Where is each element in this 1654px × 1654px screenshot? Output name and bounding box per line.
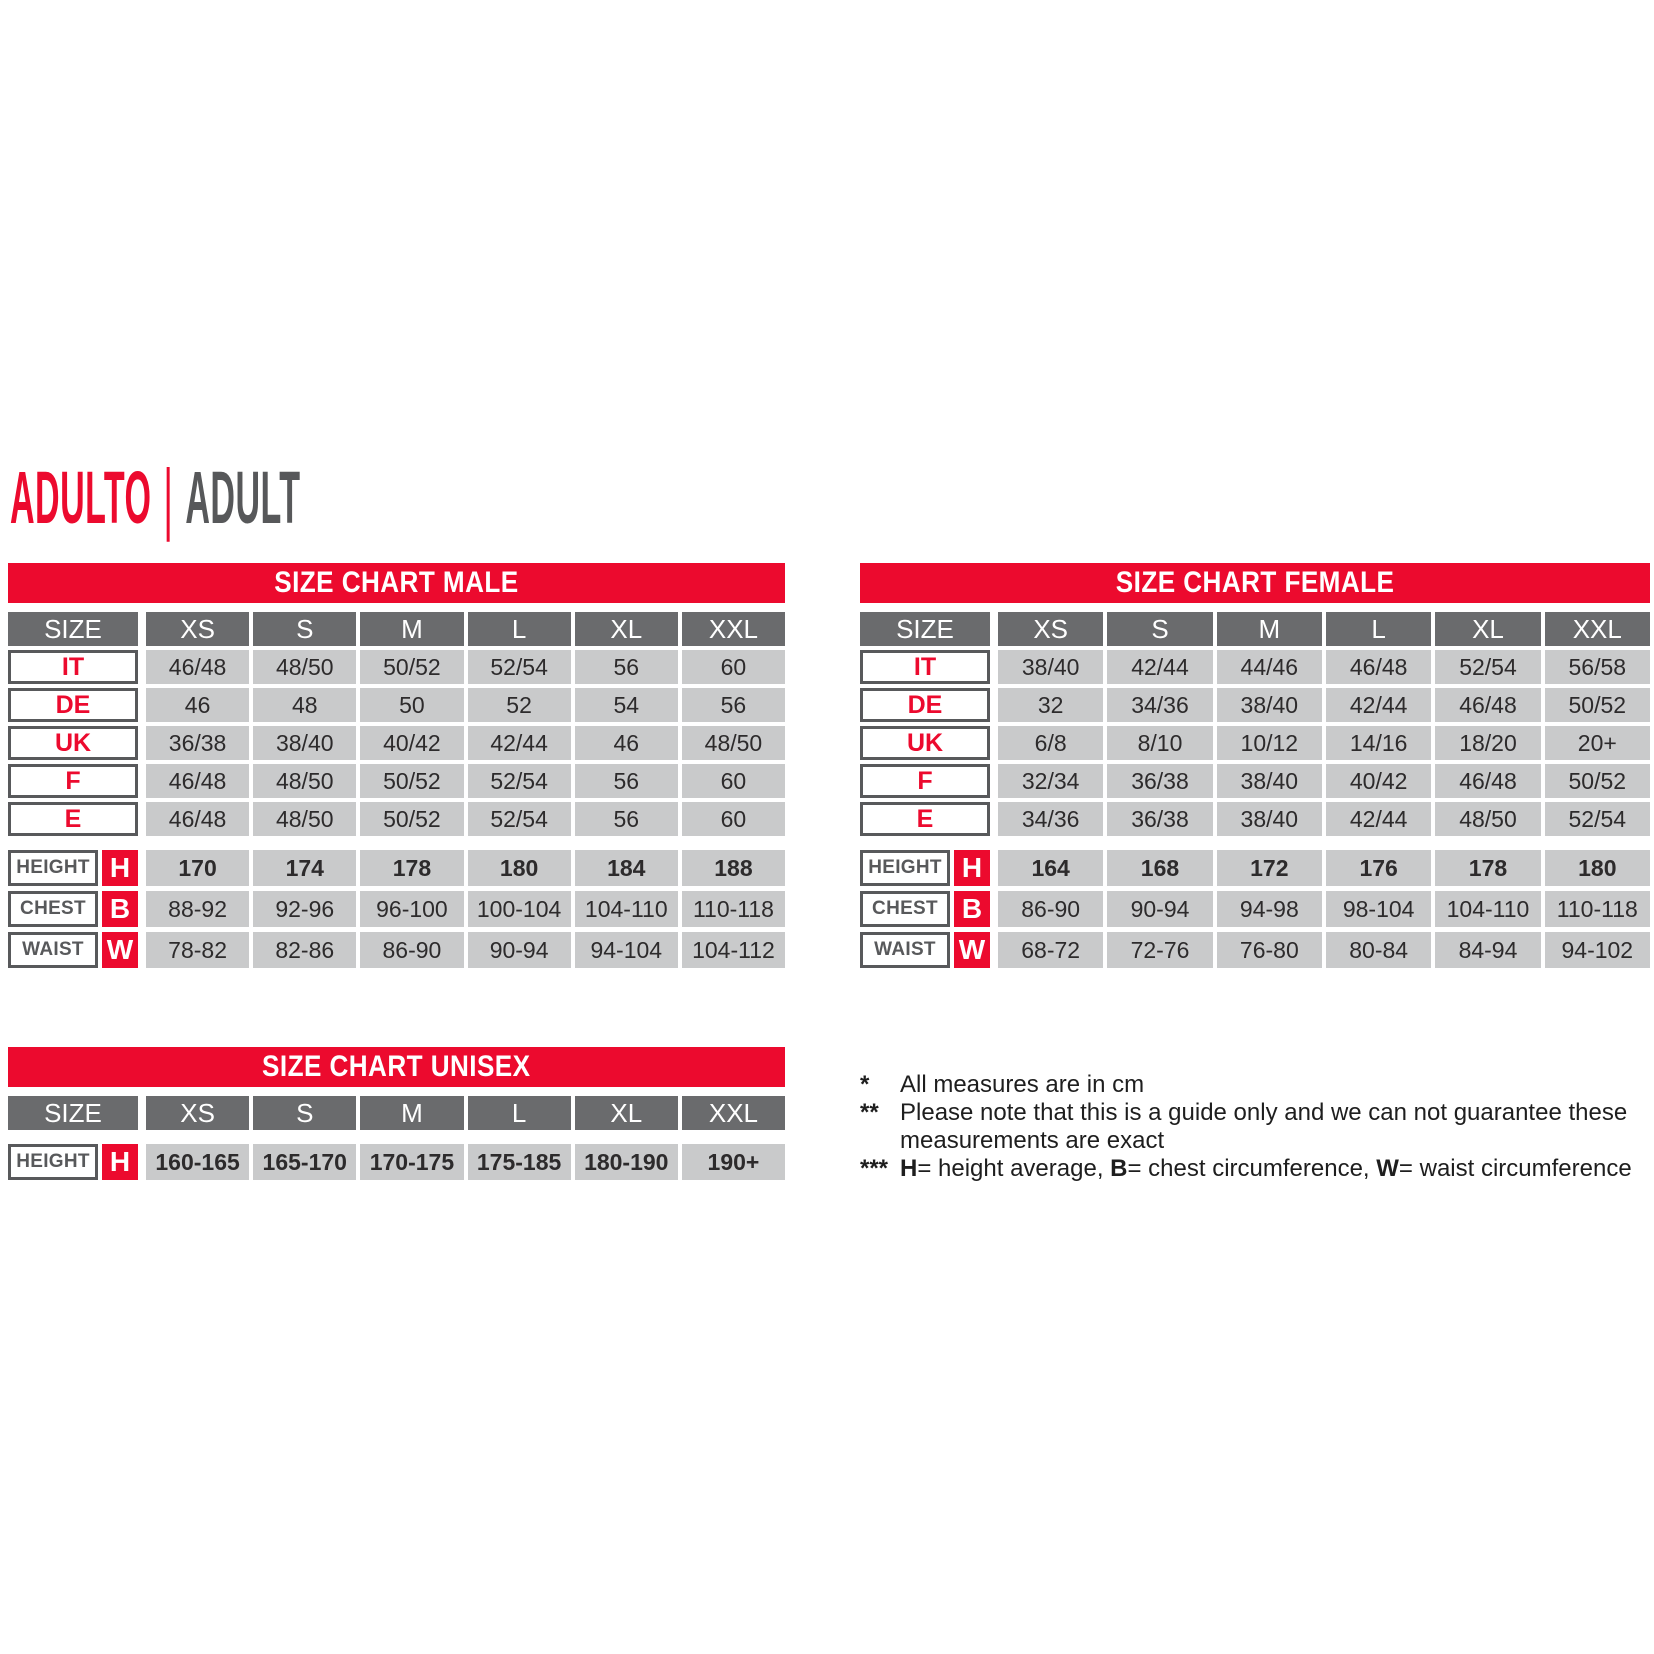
measurement-value-cell: 180	[1545, 850, 1650, 886]
size-value-cell: 50/52	[360, 650, 463, 684]
row-label-it: IT	[860, 650, 990, 684]
size-value-cell: 38/40	[1217, 764, 1322, 798]
row-label-it: IT	[8, 650, 138, 684]
measurement-value-cell: 68-72	[998, 932, 1103, 968]
size-value-cell: 56	[575, 764, 678, 798]
measurement-value-cell: 82-86	[253, 932, 356, 968]
size-value-cell: 32	[998, 688, 1103, 722]
size-value-cell: 46/48	[146, 764, 249, 798]
size-value-cell: 50/52	[1545, 764, 1650, 798]
size-value-cell: 18/20	[1435, 726, 1540, 760]
size-value-cell: 40/42	[1326, 764, 1431, 798]
table-row-e	[8, 802, 785, 836]
size-value-cell: 36/38	[1107, 764, 1212, 798]
measurement-row-height	[860, 850, 1650, 886]
legend-text-waist: = waist circumference	[1398, 1155, 1632, 1182]
row-label-de: DE	[860, 688, 990, 722]
footnote-guide-only	[860, 1099, 1650, 1155]
lower-content-row	[8, 1047, 1650, 1183]
size-value-cell: 56/58	[1545, 650, 1650, 684]
size-value-cell: 8/10	[1107, 726, 1212, 760]
measurement-row-waist	[860, 932, 1650, 968]
size-value-cell: 42/44	[1326, 688, 1431, 722]
table-row-de	[860, 688, 1650, 722]
size-value-cell: 48/50	[253, 764, 356, 798]
measurement-value-cell: 175-185	[468, 1144, 571, 1180]
column-header-xs: XS	[146, 1096, 249, 1130]
measurement-label-height	[860, 850, 990, 886]
size-value-cell: 46/48	[146, 650, 249, 684]
size-value-cell: 42/44	[468, 726, 571, 760]
size-value-cell: 50/52	[1545, 688, 1650, 722]
column-header-m: M	[1217, 612, 1322, 646]
measurement-name: HEIGHT	[8, 1144, 98, 1180]
footnote-text	[900, 1155, 1632, 1183]
size-header-cell: SIZE	[860, 612, 990, 646]
measurement-row-chest	[8, 891, 785, 927]
size-value-cell: 56	[682, 688, 785, 722]
measurement-value-cell: 92-96	[253, 891, 356, 927]
measurement-label-height	[8, 850, 138, 886]
size-header-cell: SIZE	[8, 612, 138, 646]
legend-letter-h: H	[900, 1155, 918, 1182]
measurement-name: HEIGHT	[860, 850, 950, 886]
measurement-letter-badge: H	[102, 850, 138, 886]
size-value-cell: 48/50	[1435, 802, 1540, 836]
size-value-cell: 52/54	[468, 764, 571, 798]
size-value-cell: 38/40	[1217, 688, 1322, 722]
measurement-value-cell: 110-118	[682, 891, 785, 927]
size-value-cell: 52/54	[468, 650, 571, 684]
footnote-marker: **	[860, 1099, 879, 1126]
column-header-l: L	[1326, 612, 1431, 646]
measurement-value-cell: 164	[998, 850, 1103, 886]
measurement-label-chest	[860, 891, 990, 927]
measurement-name: CHEST	[860, 891, 950, 927]
measurement-value-cell: 76-80	[1217, 932, 1322, 968]
measurement-value-cell: 78-82	[146, 932, 249, 968]
table-row-f	[860, 764, 1650, 798]
measurement-value-cell: 94-104	[575, 932, 678, 968]
size-value-cell: 52/54	[1435, 650, 1540, 684]
row-label-f: F	[8, 764, 138, 798]
measurement-value-cell: 170-175	[360, 1144, 463, 1180]
column-header-xxl: XXL	[682, 1096, 785, 1130]
size-value-cell: 54	[575, 688, 678, 722]
measurement-letter-badge: H	[102, 1144, 138, 1180]
size-value-cell: 60	[682, 764, 785, 798]
size-value-cell: 60	[682, 802, 785, 836]
table-banner	[8, 1047, 785, 1087]
size-value-cell: 38/40	[1217, 802, 1322, 836]
size-value-cell: 46	[575, 726, 678, 760]
size-value-cell: 46/48	[1435, 688, 1540, 722]
size-value-cell: 50/52	[360, 764, 463, 798]
column-header-m: M	[360, 1096, 463, 1130]
measurement-value-cell: 96-100	[360, 891, 463, 927]
measurement-value-cell: 165-170	[253, 1144, 356, 1180]
size-value-cell: 36/38	[146, 726, 249, 760]
table-banner	[8, 563, 785, 603]
measurement-letter-badge: W	[102, 932, 138, 968]
column-header-s: S	[253, 612, 356, 646]
measurement-value-cell: 176	[1326, 850, 1431, 886]
size-value-cell: 36/38	[1107, 802, 1212, 836]
row-label-de: DE	[8, 688, 138, 722]
measurement-value-cell: 80-84	[1326, 932, 1431, 968]
measurement-value-cell: 90-94	[1107, 891, 1212, 927]
size-value-cell: 44/46	[1217, 650, 1322, 684]
table-title: SIZE CHART MALE	[274, 566, 519, 599]
measurement-name: WAIST	[860, 932, 950, 968]
measurement-value-cell: 188	[682, 850, 785, 886]
title-separator: |	[163, 453, 174, 542]
size-value-cell: 52/54	[468, 802, 571, 836]
measurement-value-cell: 178	[360, 850, 463, 886]
legend-text-height: = height average,	[917, 1155, 1111, 1182]
column-header-s: S	[253, 1096, 356, 1130]
measurement-name: HEIGHT	[8, 850, 98, 886]
measurement-letter-badge: B	[954, 891, 990, 927]
title-secondary: ADULT	[185, 456, 301, 539]
footnote-measures-in-cm	[860, 1071, 1650, 1099]
legend-text-chest: = chest circumference,	[1127, 1155, 1377, 1182]
measurement-letter-badge: W	[954, 932, 990, 968]
table-header-row	[8, 1096, 785, 1130]
table-header-row	[860, 612, 1650, 646]
footnotes	[860, 1071, 1650, 1183]
size-value-cell: 60	[682, 650, 785, 684]
measurement-value-cell: 94-98	[1217, 891, 1322, 927]
size-value-cell: 52	[468, 688, 571, 722]
size-value-cell: 48	[253, 688, 356, 722]
measurement-label-waist	[8, 932, 138, 968]
measurement-row-waist	[8, 932, 785, 968]
table-banner	[860, 563, 1650, 603]
table-row-de	[8, 688, 785, 722]
size-value-cell: 38/40	[998, 650, 1103, 684]
row-label-uk: UK	[8, 726, 138, 760]
page-title	[10, 453, 641, 542]
legend-letter-w: W	[1376, 1155, 1399, 1182]
size-value-cell: 48/50	[253, 650, 356, 684]
size-value-cell: 50	[360, 688, 463, 722]
measurement-name: WAIST	[8, 932, 98, 968]
size-chart-unisex-table	[8, 1047, 785, 1180]
measurement-value-cell: 86-90	[998, 891, 1103, 927]
measurement-row-height	[8, 850, 785, 886]
table-title: SIZE CHART UNISEX	[262, 1050, 531, 1083]
measurement-value-cell: 86-90	[360, 932, 463, 968]
measurement-value-cell: 180-190	[575, 1144, 678, 1180]
measurement-value-cell: 180	[468, 850, 571, 886]
column-header-l: L	[468, 612, 571, 646]
column-header-m: M	[360, 612, 463, 646]
size-value-cell: 32/34	[998, 764, 1103, 798]
measurement-value-cell: 104-110	[1435, 891, 1540, 927]
size-value-cell: 40/42	[360, 726, 463, 760]
footnote-text: Please note that this is a guide only and we can not guarantee these measurements are exact	[900, 1099, 1628, 1154]
measurement-value-cell: 88-92	[146, 891, 249, 927]
measurement-value-cell: 160-165	[146, 1144, 249, 1180]
table-row-uk	[860, 726, 1650, 760]
column-header-xxl: XXL	[682, 612, 785, 646]
footnote-marker: ***	[860, 1155, 889, 1182]
size-value-cell: 46/48	[1326, 650, 1431, 684]
size-value-cell: 56	[575, 802, 678, 836]
table-row-it	[8, 650, 785, 684]
measurement-value-cell: 72-76	[1107, 932, 1212, 968]
measurement-value-cell: 174	[253, 850, 356, 886]
measurement-name: CHEST	[8, 891, 98, 927]
size-header-cell: SIZE	[8, 1096, 138, 1130]
footnote-marker: *	[860, 1071, 870, 1098]
row-label-e: E	[860, 802, 990, 836]
measurement-value-cell: 84-94	[1435, 932, 1540, 968]
title-primary: ADULTO	[10, 456, 152, 539]
measurement-value-cell: 178	[1435, 850, 1540, 886]
legend-letter-b: B	[1110, 1155, 1128, 1182]
table-row-it	[860, 650, 1650, 684]
measurement-value-cell: 184	[575, 850, 678, 886]
measurement-value-cell: 190+	[682, 1144, 785, 1180]
row-label-f: F	[860, 764, 990, 798]
measurement-label-height	[8, 1144, 138, 1180]
size-value-cell: 48/50	[682, 726, 785, 760]
measurement-row-chest	[860, 891, 1650, 927]
size-value-cell: 38/40	[253, 726, 356, 760]
measurement-value-cell: 98-104	[1326, 891, 1431, 927]
row-label-uk: UK	[860, 726, 990, 760]
footnote-text: All measures are in cm	[900, 1071, 1145, 1098]
size-chart-female-table	[860, 563, 1650, 968]
column-header-xl: XL	[1435, 612, 1540, 646]
column-header-xl: XL	[575, 612, 678, 646]
measurement-label-waist	[860, 932, 990, 968]
column-header-s: S	[1107, 612, 1212, 646]
size-value-cell: 56	[575, 650, 678, 684]
size-value-cell: 34/36	[1107, 688, 1212, 722]
measurement-value-cell: 170	[146, 850, 249, 886]
measurement-value-cell: 104-110	[575, 891, 678, 927]
column-header-xl: XL	[575, 1096, 678, 1130]
measurement-row-height	[8, 1144, 785, 1180]
column-header-l: L	[468, 1096, 571, 1130]
size-value-cell: 20+	[1545, 726, 1650, 760]
size-value-cell: 46/48	[146, 802, 249, 836]
measurement-value-cell: 172	[1217, 850, 1322, 886]
measurement-value-cell: 90-94	[468, 932, 571, 968]
size-value-cell: 46/48	[1435, 764, 1540, 798]
measurement-value-cell: 168	[1107, 850, 1212, 886]
size-value-cell: 34/36	[998, 802, 1103, 836]
table-row-e	[860, 802, 1650, 836]
size-value-cell: 14/16	[1326, 726, 1431, 760]
column-header-xxl: XXL	[1545, 612, 1650, 646]
size-value-cell: 10/12	[1217, 726, 1322, 760]
size-value-cell: 42/44	[1107, 650, 1212, 684]
size-value-cell: 52/54	[1545, 802, 1650, 836]
table-title: SIZE CHART FEMALE	[1115, 566, 1395, 599]
row-label-e: E	[8, 802, 138, 836]
measurement-value-cell: 100-104	[468, 891, 571, 927]
measurement-value-cell: 104-112	[682, 932, 785, 968]
measurement-letter-badge: B	[102, 891, 138, 927]
measurement-value-cell: 94-102	[1545, 932, 1650, 968]
size-value-cell: 42/44	[1326, 802, 1431, 836]
size-value-cell: 6/8	[998, 726, 1103, 760]
measurement-label-chest	[8, 891, 138, 927]
size-value-cell: 50/52	[360, 802, 463, 836]
size-chart-male-table	[8, 563, 785, 968]
upper-tables-row	[8, 563, 1650, 968]
table-row-uk	[8, 726, 785, 760]
footnote-legend	[860, 1155, 1650, 1183]
column-header-xs: XS	[998, 612, 1103, 646]
column-header-xs: XS	[146, 612, 249, 646]
size-value-cell: 46	[146, 688, 249, 722]
table-row-f	[8, 764, 785, 798]
table-header-row	[8, 612, 785, 646]
measurement-value-cell: 110-118	[1545, 891, 1650, 927]
measurement-letter-badge: H	[954, 850, 990, 886]
size-value-cell: 48/50	[253, 802, 356, 836]
